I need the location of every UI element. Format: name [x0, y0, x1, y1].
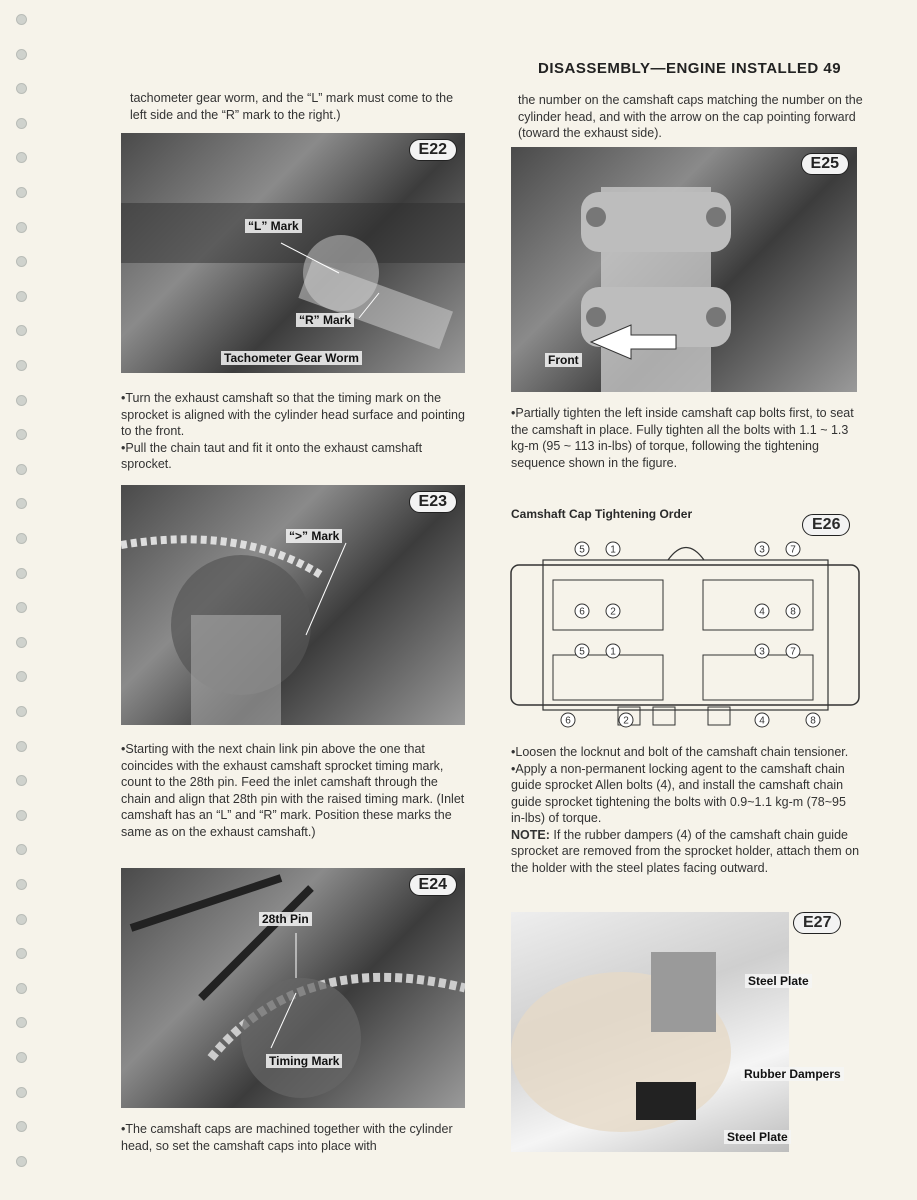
figure-e25-tag: E25	[801, 153, 849, 175]
binder-hole	[16, 568, 27, 579]
figure-e26-caption: Camshaft Cap Tightening Order	[511, 507, 693, 521]
rubber-dampers-label: Rubber Dampers	[741, 1067, 844, 1081]
binder-hole	[16, 152, 27, 163]
binder-hole	[16, 49, 27, 60]
left-intro-text: tachometer gear worm, and the “L” mark must come to the left side and the “R” mark to the right.)	[130, 91, 454, 122]
r-mark-label: “R” Mark	[296, 313, 354, 327]
tightening-order-number: 7	[790, 646, 796, 658]
tightening-order-number: 2	[623, 715, 629, 727]
figure-e24	[121, 868, 465, 1108]
figure-e23-art	[121, 485, 465, 725]
tightening-order-number: 8	[790, 606, 796, 618]
steel-plate-label-bottom: Steel Plate	[724, 1130, 791, 1144]
steel-plate-label-top: Steel Plate	[745, 974, 812, 988]
right-step-5: •Partially tighten the left inside camshaft cap bolts first, to seat the camshaft in place. Fully tighten all the bolts with 1.1 ~ 1.3 kg-m (95 ~ 113 in-lbs) of torque, following the tightening sequence shown in the figure.	[511, 406, 854, 470]
tightening-order-number: 1	[610, 646, 616, 658]
figure-e27-art	[511, 912, 789, 1152]
tightening-order-number: 3	[759, 646, 765, 658]
binder-hole	[16, 83, 27, 94]
binder-hole	[16, 671, 27, 682]
binder-hole	[16, 844, 27, 855]
binder-hole	[16, 706, 27, 717]
binder-hole	[16, 879, 27, 890]
binder-hole	[16, 14, 27, 25]
tightening-order-number: 8	[810, 715, 816, 727]
tightening-order-number: 4	[759, 606, 765, 618]
tightening-order-number: 1	[610, 544, 616, 556]
tightening-order-number: 5	[579, 646, 585, 658]
figure-e22-art	[121, 133, 465, 373]
left-step-4: •The camshaft caps are machined together with the cylinder head, so set the camshaft caps into place with	[121, 1122, 453, 1153]
binder-hole	[16, 637, 27, 648]
binder-hole	[16, 1156, 27, 1167]
tachometer-gear-label: Tachometer Gear Worm	[221, 351, 362, 365]
binder-hole	[16, 1087, 27, 1098]
binder-hole	[16, 256, 27, 267]
arrow-mark-label: “>” Mark	[286, 529, 342, 543]
binder-hole	[16, 775, 27, 786]
binder-hole	[16, 222, 27, 233]
tightening-order-number: 6	[565, 715, 571, 727]
note-label: NOTE:	[511, 827, 550, 842]
binder-hole	[16, 187, 27, 198]
binder-hole	[16, 498, 27, 509]
28th-pin-label: 28th Pin	[259, 912, 312, 926]
figure-e24-tag: E24	[409, 874, 457, 896]
binder-hole	[16, 395, 27, 406]
binder-hole	[16, 741, 27, 752]
binder-hole	[16, 325, 27, 336]
timing-mark-label: Timing Mark	[266, 1054, 342, 1068]
figure-e23	[121, 485, 465, 725]
binder-hole	[16, 983, 27, 994]
binder-hole	[16, 602, 27, 613]
figure-e27	[511, 912, 789, 1152]
left-steps-1-2: •Turn the exhaust camshaft so that the timing mark on the sprocket is aligned with the cylinder head surface and pointing to the front. •Pull the chain taut and fit it onto the exhaust camshaft sprocket.	[121, 391, 465, 471]
binder-hole	[16, 1121, 27, 1132]
note-paragraph	[511, 827, 863, 877]
binder-hole	[16, 1017, 27, 1028]
binder-hole	[16, 914, 27, 925]
figure-e27-tag: E27	[793, 912, 841, 934]
tightening-order-number: 3	[759, 544, 765, 556]
binder-hole	[16, 533, 27, 544]
tightening-order-number: 4	[759, 715, 765, 727]
binder-hole	[16, 464, 27, 475]
tightening-order-number: 5	[579, 544, 585, 556]
figure-e22-tag: E22	[409, 139, 457, 161]
figure-e26-diagram	[508, 535, 864, 730]
right-steps-6-7: •Loosen the locknut and bolt of the camshaft chain tensioner. •Apply a non-permanent locking agent to the camshaft chain guide sprocket Allen bolts (4), and install the camshaft chain guide sprocket tightening the bolts with 0.9~1.1 kg-m (78~95 in-lbs) of torque. NOTE: If the rubber dampers (4) of the camshaft chain guide sprocket are removed from the sprocket holder, attach them on the holder with the steel plates facing outward.	[511, 744, 863, 876]
figure-e25	[511, 147, 857, 392]
figure-e26-tag: E26	[802, 514, 850, 536]
figure-e23-tag: E23	[409, 491, 457, 513]
binder-hole	[16, 291, 27, 302]
note-text: If the rubber dampers (4) of the camshaft chain guide sprocket are removed from the sprocket holder, attach them on the holder with the steel plates facing outward.	[511, 827, 860, 875]
left-step-3: •Starting with the next chain link pin above the one that coincides with the exhaust camshaft sprocket timing mark, count to the 28th pin. Feed the inlet camshaft through the chain and align that 28th pin with the raised timing mark. (Inlet camshaft has an “L” and “R” mark. Position these marks the same as on the exhaust camshaft.)	[121, 742, 465, 839]
figure-e24-art	[121, 868, 465, 1108]
binder-hole	[16, 429, 27, 440]
binder-hole	[16, 118, 27, 129]
binder-hole	[16, 1052, 27, 1063]
tightening-order-number: 2	[610, 606, 616, 618]
l-mark-label: “L” Mark	[245, 219, 302, 233]
page-header: DISASSEMBLY—ENGINE INSTALLED 49	[538, 60, 842, 77]
right-intro-text: the number on the camshaft caps matching the number on the cylinder head, and with the arrow on the cap pointing forward (toward the exhaust side).	[518, 93, 863, 140]
front-label: Front	[545, 353, 582, 367]
figure-e22	[121, 133, 465, 373]
binder-hole	[16, 810, 27, 821]
binder-hole	[16, 948, 27, 959]
tightening-order-number: 6	[579, 606, 585, 618]
binder-hole	[16, 360, 27, 371]
tightening-order-number: 7	[790, 544, 796, 556]
